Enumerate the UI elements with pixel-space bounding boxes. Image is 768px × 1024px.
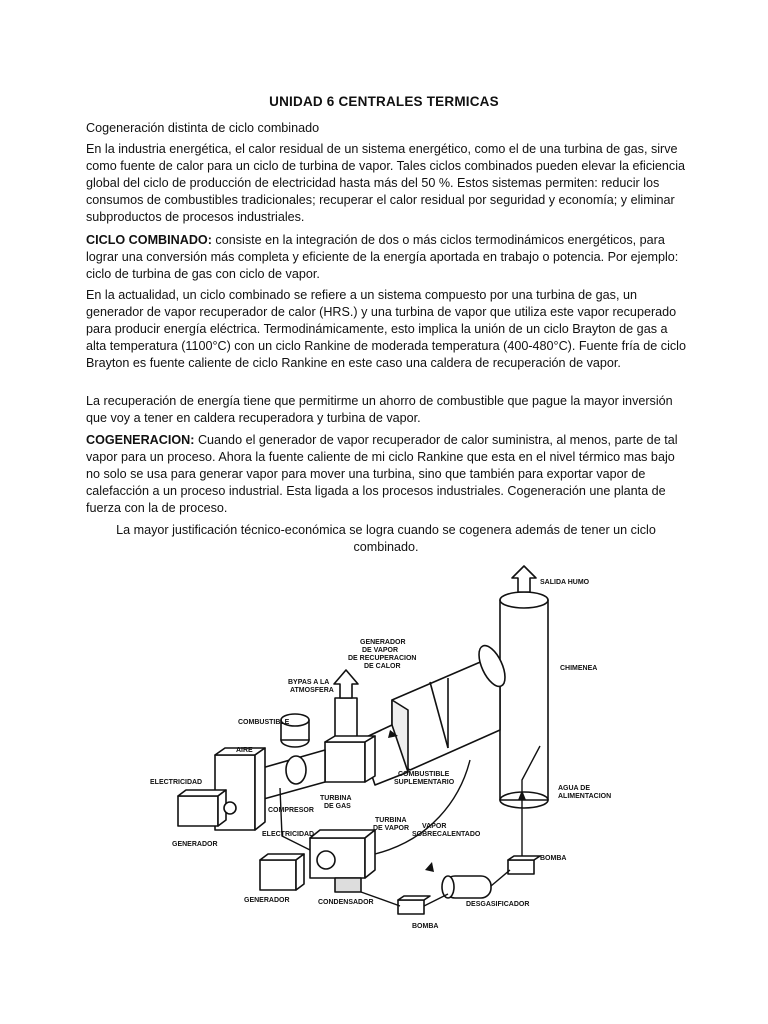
label-aire: AIRE: [236, 747, 253, 754]
condenser: [335, 878, 361, 892]
label-generador-1: GENERADOR: [172, 841, 218, 848]
cogeneracion-label: COGENERACION:: [86, 433, 195, 447]
label-generador-2: GENERADOR: [244, 897, 290, 904]
pump-2: [508, 856, 540, 874]
paragraph-recuperacion: La recuperación de energía tiene que permitirme un ahorro de combustible que pague la mayor inversión que voy a tener en caldera recuperadora y turbina de vapor.: [86, 394, 673, 425]
label-bypass-1: BYPAS A LA: [288, 679, 330, 686]
label-generador-vapor-1: GENERADOR: [360, 639, 406, 646]
document-subtitle: Cogeneración distinta de ciclo combinado: [86, 121, 320, 135]
label-chimenea: CHIMENEA: [560, 665, 598, 672]
label-combustible: COMBUSTIBLE: [238, 719, 290, 726]
document-title: UNIDAD 6 CENTRALES TERMICAS: [269, 94, 499, 109]
generator-2: [260, 854, 304, 890]
paragraph-justificacion: La mayor justificación técnico-económica se logra cuando se cogenera además de tener un ciclo combinado.: [116, 523, 656, 554]
gas-turbine-box: [325, 736, 375, 782]
label-turbina-vapor-1: TURBINA: [375, 817, 407, 824]
label-condensador: CONDENSADOR: [318, 899, 374, 906]
label-agua-1: AGUA DE: [558, 785, 591, 792]
ciclo-combinado-label: CICLO COMBINADO:: [86, 233, 212, 247]
paragraph-intro: En la industria energética, el calor residual de un sistema energético, como el de una turbina de gas, sirve como fuente de calor para un ciclo de turbina de vapor. Tales ciclos combinados pueden elevar la eficiencia global del ciclo de producción de electricidad hasta más del 50 %. Estos sistemas permiten: reducir los consumos de combustibles tradicionales; recuperar el calor residual por seguridad y economía; y eliminar subproductos de procesos industriales.: [86, 142, 686, 224]
label-turbina-gas-2: DE GAS: [324, 803, 351, 810]
label-desgasificador: DESGASIFICADOR: [466, 901, 530, 908]
label-generador-vapor-4: DE CALOR: [364, 663, 401, 670]
label-generador-vapor-2: DE VAPOR: [362, 647, 399, 654]
cogeneration-diagram: [130, 560, 650, 940]
label-vapor-sob-1: VAPOR: [422, 823, 447, 830]
cogeneracion-text: Cuando el generador de vapor recuperador de calor suministra, al menos, parte de tal vapor para un proceso. Ahora la fuente caliente de mi ciclo Rankine que esta en el nivel térmico mas bajo no solo se usa para generar vapor para mover una turbina, sino que también para exportar vapor de calefacción a un proceso industrial. Esta ligada a los procesos industriales. Cogeneración une planta de fuerza con la de proceso.: [86, 433, 678, 515]
label-electricidad-2: ELECTRICIDAD: [262, 831, 315, 838]
label-bomba-2: BOMBA: [540, 855, 567, 862]
bypass-stack: [334, 670, 358, 742]
steam-turbine: [310, 830, 375, 878]
label-turbina-gas-1: TURBINA: [320, 795, 352, 802]
label-salida-humo: SALIDA HUMO: [540, 579, 590, 586]
paragraph-actualidad: En la actualidad, un ciclo combinado se refiere a un sistema compuesto por una turbina de gas, un generador de vapor recuperador de calor (HRS.) y una turbina de vapor que utiliza este vapor recuperado para producir energía eléctrica. Termodinámicamente, esto implica la unión de un ciclo Brayton de gas a alta temperatura (1100°C) con un ciclo Rankine de moderada temperatura (400-480°C). Fuente fría de ciclo Brayton es fuente caliente de ciclo Rankine en este caso una caldera de recuperación de vapor.: [86, 288, 686, 370]
label-bomba-1: BOMBA: [412, 923, 439, 930]
label-compresor: COMPRESOR: [268, 807, 314, 814]
exhaust-arrow: [512, 566, 536, 592]
label-bypass-2: ATMOSFERA: [290, 687, 334, 694]
ciclo-combinado-text: consiste en la integración de dos o más ciclos termodinámicos energéticos, para lograr una conversión más completa y eficiente de la energía aportada en trabajo o potencia. Por ejemplo: ciclo de turbina de gas con ciclo de vapor.: [86, 233, 679, 281]
label-comb-sup-1: COMBUSTIBLE: [398, 771, 450, 778]
paragraph-ciclo-combinado: [86, 232, 686, 283]
label-turbina-vapor-2: DE VAPOR: [373, 825, 410, 832]
label-vapor-sob-2: SOBRECALENTADO: [412, 831, 481, 838]
label-agua-2: ALIMENTACION: [558, 793, 612, 800]
deaerator: [442, 876, 491, 898]
label-comb-sup-2: SUPLEMENTARIO: [394, 779, 455, 786]
label-generador-vapor-3: DE RECUPERACION: [348, 655, 417, 662]
label-electricidad-1: ELECTRICIDAD: [150, 779, 203, 786]
paragraph-cogeneracion: [86, 432, 686, 517]
